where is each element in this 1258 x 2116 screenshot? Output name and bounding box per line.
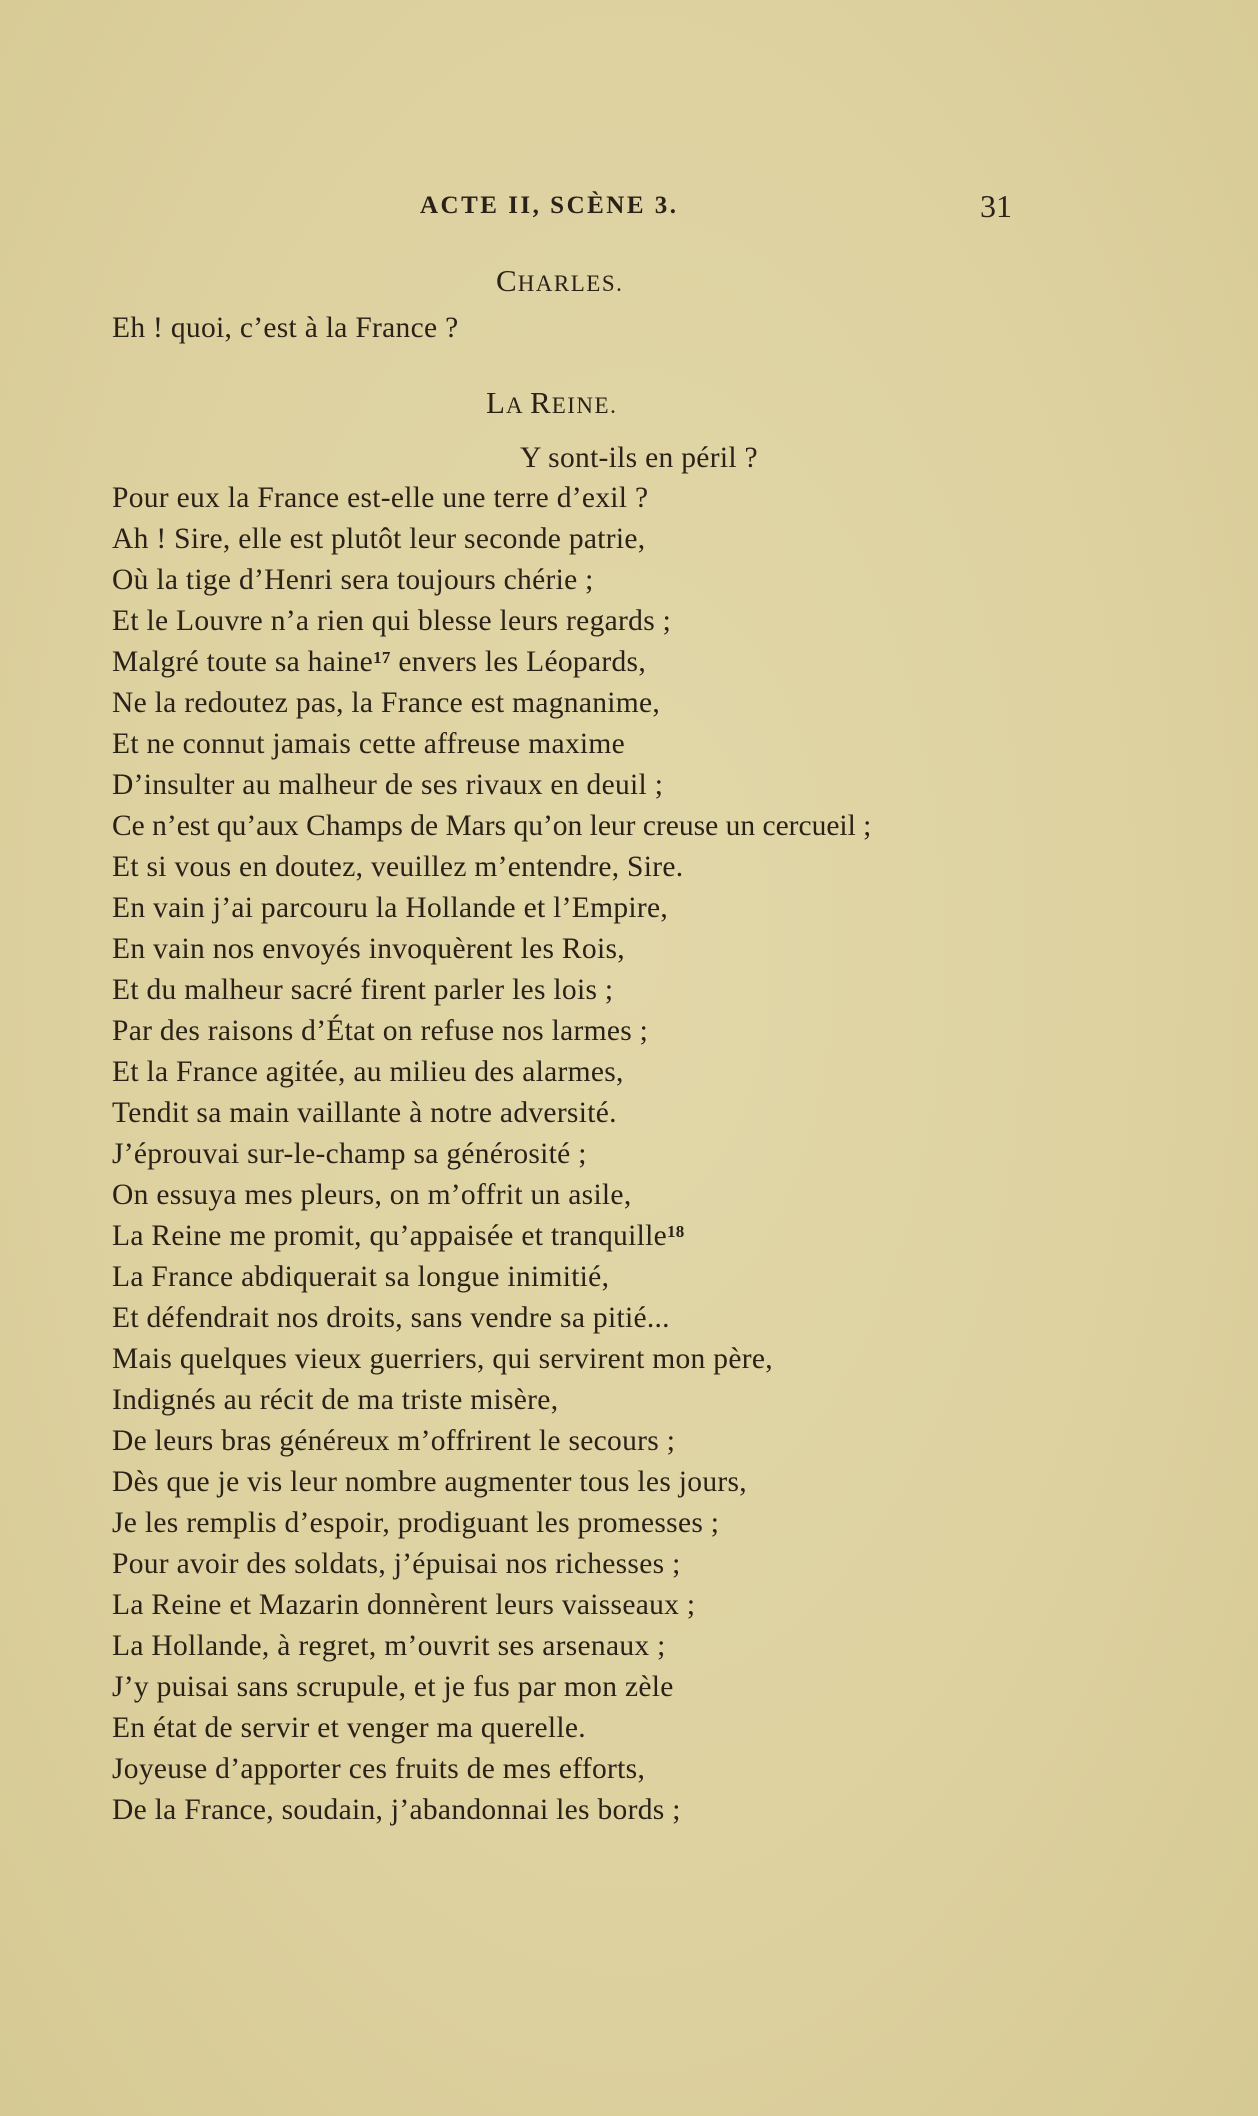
speaker-reine: [486, 385, 617, 421]
verse-line: Ne la redoutez pas, la France est magnanime,: [112, 687, 661, 719]
page-number: 31: [980, 188, 1012, 224]
verse-line: Et défendrait nos droits, sans vendre sa pitié...: [112, 1302, 670, 1334]
verse-line: [112, 1218, 685, 1254]
verse-line: J’éprouvai sur-le-champ sa générosité ;: [112, 1138, 587, 1170]
verse-line: D’insulter au malheur de ses rivaux en deuil ;: [112, 769, 664, 801]
verse-line: Par des raisons d’État on refuse nos larmes ;: [112, 1015, 649, 1047]
speaker-initial: R: [530, 385, 552, 420]
verse-line: Ce n’est qu’aux Champs de Mars qu’on leur creuse un cercueil ;: [112, 810, 872, 842]
verse-line: En vain nos envoyés invoquèrent les Rois,: [112, 933, 625, 965]
verse-line: En état de servir et venger ma querelle.: [112, 1712, 586, 1744]
speaker-charles: [496, 263, 623, 299]
verse-line: La Hollande, à regret, m’ouvrit ses arsenaux ;: [112, 1630, 666, 1662]
verse-line: Et du malheur sacré firent parler les lois ;: [112, 974, 614, 1006]
verse-line: Dès que je vis leur nombre augmenter tous les jours,: [112, 1466, 747, 1498]
verse-text: Malgré toute sa haine: [112, 646, 374, 678]
verse-line: [112, 644, 646, 680]
verse-line: Et la France agitée, au milieu des alarmes,: [112, 1056, 624, 1088]
verse-line: Et le Louvre n’a rien qui blesse leurs regards ;: [112, 605, 672, 637]
verse-line: La Reine et Mazarin donnèrent leurs vaisseaux ;: [112, 1589, 696, 1621]
verse-line: Et si vous en doutez, veuillez m’entendre, Sire.: [112, 851, 684, 883]
speaker-rest: HARLES.: [517, 271, 624, 296]
verse-line: La France abdiquerait sa longue inimitié,: [112, 1261, 610, 1293]
verse-line: Y sont-ils en péril ?: [520, 442, 758, 474]
verse-line: Indignés au récit de ma triste misère,: [112, 1384, 559, 1416]
speaker-rest: EINE.: [551, 393, 618, 418]
speaker-rest: A: [505, 393, 531, 418]
verse-line: En vain j’ai parcouru la Hollande et l’Empire,: [112, 892, 669, 924]
speaker-initial: C: [496, 263, 518, 298]
verse-line: Tendit sa main vaillante à notre adversité.: [112, 1097, 617, 1129]
verse-line: Où la tige d’Henri sera toujours chérie ;: [112, 564, 594, 596]
speaker-initial: L: [486, 385, 506, 420]
verse-line: J’y puisai sans scrupule, et je fus par mon zèle: [112, 1671, 674, 1703]
verse-line: On essuya mes pleurs, on m’offrit un asile,: [112, 1179, 632, 1211]
header-title: ACTE II, SCÈNE 3.: [420, 192, 679, 219]
verse-line: Je les remplis d’espoir, prodiguant les promesses ;: [112, 1507, 720, 1539]
running-header: [0, 188, 1258, 228]
verse-line: De leurs bras généreux m’offrirent le secours ;: [112, 1425, 676, 1457]
footnote-marker: 17: [373, 648, 391, 667]
verse-line: Pour avoir des soldats, j’épuisai nos richesses ;: [112, 1548, 681, 1580]
verse-line: Et ne connut jamais cette affreuse maxime: [112, 728, 626, 760]
verse-text: envers les Léopards,: [390, 646, 646, 678]
verse-text: La Reine me promit, qu’appaisée et tranquille: [112, 1220, 667, 1252]
verse-line: Pour eux la France est-elle une terre d’exil ?: [112, 482, 649, 514]
verse-line: Eh ! quoi, c’est à la France ?: [112, 312, 459, 344]
verse-line: Joyeuse d’apporter ces fruits de mes efforts,: [112, 1753, 646, 1785]
footnote-marker: 18: [666, 1222, 685, 1241]
verse-line: Mais quelques vieux guerriers, qui servirent mon père,: [112, 1343, 773, 1375]
verse-line: Ah ! Sire, elle est plutôt leur seconde patrie,: [112, 523, 646, 555]
verse-line: De la France, soudain, j’abandonnai les bords ;: [112, 1794, 681, 1826]
